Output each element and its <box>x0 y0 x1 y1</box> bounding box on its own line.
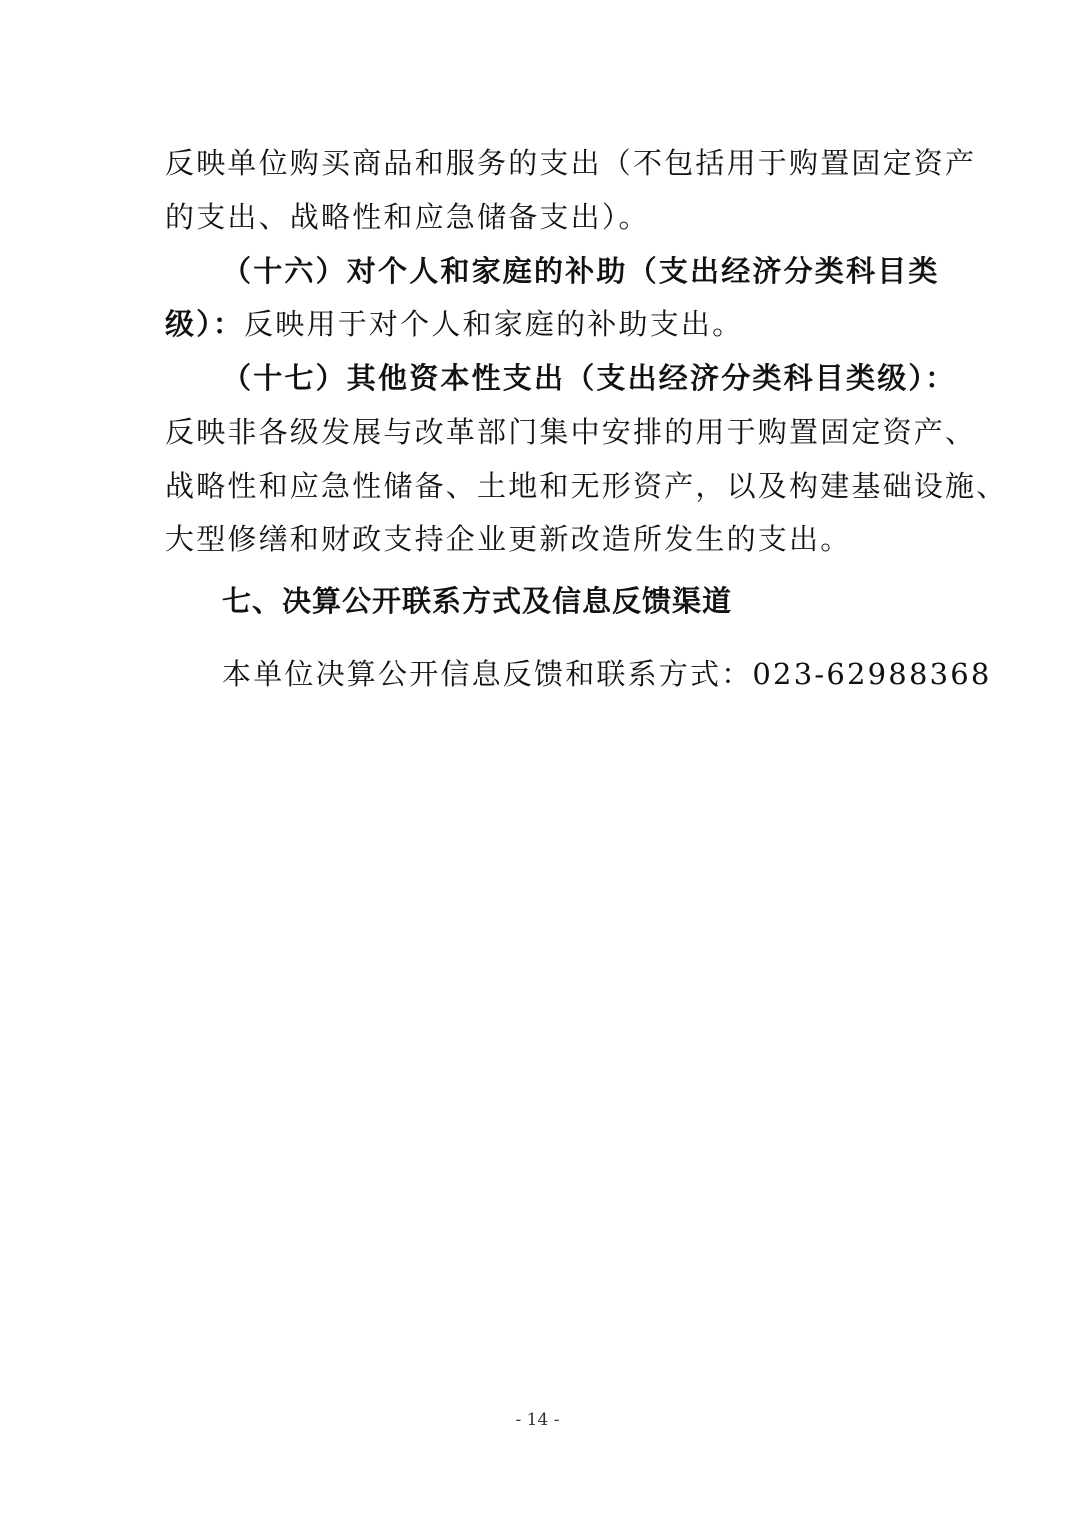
p17-line-4: 大型修缮和财政支持企业更新改造所发生的支出。 <box>165 522 852 556</box>
p16-line-2 <box>165 304 925 344</box>
p17-heading-line-1: （十七）其他资本性支出（支出经济分类科目类级）： <box>222 361 957 395</box>
p15-line-2: 的支出、战略性和应急储备支出）。 <box>165 200 650 234</box>
page-number: - 14 - <box>515 1410 560 1430</box>
p16-heading-suffix: 级）： <box>165 307 245 341</box>
section-7-heading: 七、决算公开联系方式及信息反馈渠道 <box>222 584 733 618</box>
contact-info: 本单位决算公开信息反馈和联系方式：023-62988368 <box>222 657 992 691</box>
p17-line-3: 战略性和应急性储备、土地和无形资产，以及构建基础设施、 <box>165 469 1008 503</box>
p16-text: 反映用于对个人和家庭的补助支出。 <box>244 307 744 341</box>
p17-line-2: 反映非各级发展与改革部门集中安排的用于购置固定资产、 <box>165 415 977 449</box>
p15-line-1: 反映单位购买商品和服务的支出（不包括用于购置固定资产 <box>165 146 977 180</box>
p16-heading-line-1: （十六）对个人和家庭的补助（支出经济分类科目类 <box>222 254 940 288</box>
